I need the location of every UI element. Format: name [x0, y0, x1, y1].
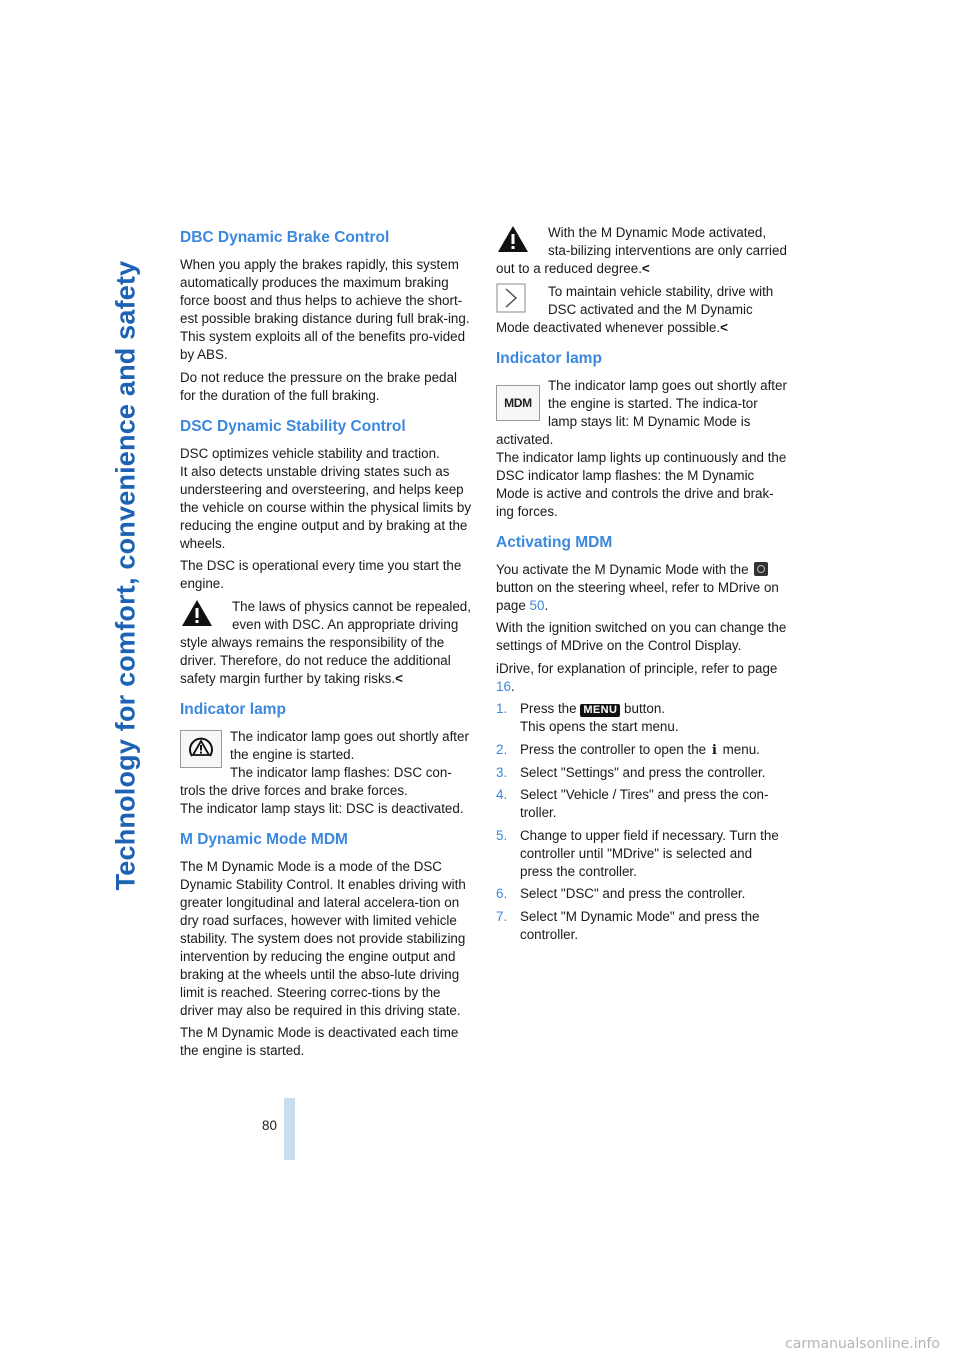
- mdm-warning: [496, 224, 788, 278]
- page-marker-bar: [284, 1098, 295, 1160]
- list-item: [496, 741, 788, 759]
- list-item: [496, 827, 788, 881]
- dsc-heading: DSC Dynamic Stability Control: [180, 417, 406, 435]
- activating-paragraph-3: [496, 660, 788, 696]
- step-4-text: Select "Vehicle / Tires" and press the con-troller.: [520, 787, 769, 821]
- dsc-indicator-line-2: The indicator lamp flashes: DSC con-trols the drive forces and brake forces.: [180, 764, 452, 798]
- dsc-indicator-heading: Indicator lamp: [180, 700, 286, 718]
- step-number: 3.: [496, 764, 508, 780]
- step-6-text: Select "DSC" and press the controller.: [520, 886, 746, 902]
- end-mark: <: [395, 670, 403, 686]
- activating-p1-pre: You activate the M Dynamic Mode with the: [496, 561, 749, 577]
- step-1-post: button.: [624, 701, 665, 717]
- end-mark: <: [720, 319, 728, 335]
- dbc-paragraph-2: Do not reduce the pressure on the brake pedal for the duration of the full braking.: [180, 369, 457, 403]
- dsc-paragraph-1a: DSC optimizes vehicle stability and traction.: [180, 445, 440, 461]
- dsc-warning: [180, 598, 472, 688]
- page-link-16[interactable]: 16: [496, 678, 511, 694]
- step-1-sub: This opens the start menu.: [520, 719, 679, 735]
- step-number: 5.: [496, 827, 508, 843]
- list-item: [496, 700, 788, 736]
- list-item: [496, 885, 788, 903]
- step-number: 2.: [496, 741, 508, 757]
- left-column: [180, 224, 472, 1065]
- step-number: 6.: [496, 886, 508, 902]
- warning-triangle-icon: [180, 598, 224, 634]
- step-number: 4.: [496, 787, 508, 803]
- dbc-heading: DBC Dynamic Brake Control: [180, 229, 390, 246]
- step-5-text: Change to upper field if necessary. Turn the controller until "MDrive" is selected and press the controller.: [520, 827, 779, 879]
- dsc-indicator-block: [180, 728, 472, 818]
- activating-p1-end: .: [544, 597, 549, 613]
- mdm-indicator-lamp-icon: [496, 385, 540, 421]
- dsc-paragraph-1b: It also detects unstable driving states such as understeering and oversteering, and helps keep the vehicle on course within the physical limits by reducing the engine output and by braking at the wheels.: [180, 463, 472, 551]
- dsc-indicator-line-3: The indicator lamp stays lit: DSC is deactivated.: [180, 800, 464, 816]
- activating-p3-end: .: [510, 678, 515, 694]
- warning-triangle-icon: [496, 224, 540, 260]
- step-2-pre: Press the controller to open the: [520, 741, 707, 757]
- mdm-indicator-block: [496, 377, 788, 521]
- page-link-50[interactable]: 50: [529, 597, 545, 613]
- activating-p1-post: button on the steering wheel, refer to MDrive on page: [496, 579, 779, 613]
- step-1-pre: Press the: [520, 701, 577, 717]
- step-7-text: Select "M Dynamic Mode" and press the controller.: [520, 908, 760, 942]
- end-mark: <: [641, 261, 650, 276]
- info-icon: i: [711, 741, 717, 758]
- mdm-indicator-heading: Indicator lamp: [496, 349, 602, 367]
- mdm-indicator-line-2: The indicator lamp lights up continuously and the DSC indicator lamp flashes: the M Dynamic Mode is active and controls the drive and brak-ing forces.: [496, 449, 787, 519]
- activating-paragraph-2: With the ignition switched on you can change the settings of MDrive on the Control Display.: [496, 620, 787, 654]
- mdm-note-text: To maintain vehicle stability, drive with DSC activated and the M Dynamic Mode deactivated whenever possible.: [496, 283, 774, 335]
- watermark: carmanualsonline.info: [785, 1336, 940, 1352]
- mdrive-button-icon: [754, 562, 768, 576]
- mdm-warning-text: With the M Dynamic Mode activated, sta-bilizing interventions are only carried out to a reduced degree.: [496, 225, 787, 276]
- list-item: [496, 764, 788, 782]
- menu-button-icon: MENU: [580, 704, 620, 717]
- mdm-indicator-line-1: The indicator lamp goes out shortly after the engine is started. The indica-tor lamp stays lit: M Dynamic Mode is activated.: [496, 377, 787, 447]
- section-side-title: [100, 230, 152, 920]
- dsc-indicator-line-1: The indicator lamp goes out shortly after the engine is started.: [230, 728, 469, 762]
- step-3-text: Select "Settings" and press the controller.: [520, 764, 766, 780]
- mdm-lamp-label: MDM: [504, 395, 532, 410]
- dsc-warning-text: The laws of physics cannot be repealed, even with DSC. An appropriate driving style always remains the responsibility of the driver. Therefore, do not reduce the additional safety margin further by taking risks.: [180, 598, 471, 686]
- dsc-indicator-lamp-icon: [180, 730, 222, 768]
- dsc-paragraph-1: [180, 445, 472, 553]
- activating-heading: Activating MDM: [496, 533, 613, 551]
- step-number: 1.: [496, 701, 508, 717]
- list-item: [496, 786, 788, 822]
- activation-steps-list: [496, 700, 788, 944]
- mdm-paragraph-1: The M Dynamic Mode is a mode of the DSC Dynamic Stability Control. It enables driving with greater longitudinal and lateral accelera-tion on dry road surfaces, however with limited vehicle stability. The system does not provide stabilizing intervention by reducing the engine output and braking at the wheels until the abso-lute driving limit is reached. Steering correc-tions by the driver may also be required in this driving state.: [180, 858, 466, 1018]
- mdm-heading: M Dynamic Mode MDM: [180, 830, 348, 848]
- activating-p3-pre: iDrive, for explanation of principle, refer to page: [496, 660, 778, 676]
- note-arrow-icon: [496, 283, 540, 319]
- mdm-paragraph-2: The M Dynamic Mode is deactivated each time the engine is started.: [180, 1025, 459, 1059]
- dsc-paragraph-2: The DSC is operational every time you start the engine.: [180, 558, 462, 592]
- step-2-post: menu.: [722, 741, 760, 757]
- activating-paragraph-1: [496, 561, 788, 615]
- right-column: [496, 224, 788, 949]
- mdm-note: [496, 283, 788, 337]
- step-number: 7.: [496, 908, 508, 924]
- list-item: [496, 908, 788, 944]
- dbc-paragraph-1: When you apply the brakes rapidly, this system automatically produces the maximum braking force boost and thus helps to achieve the short-est possible braking distance during full brak-ing. This system exploits all of the benefits pro-vided by ABS.: [180, 257, 470, 362]
- side-title-text: Technology for comfort, convenience and safety: [110, 260, 141, 890]
- page-number: 80: [262, 1118, 277, 1133]
